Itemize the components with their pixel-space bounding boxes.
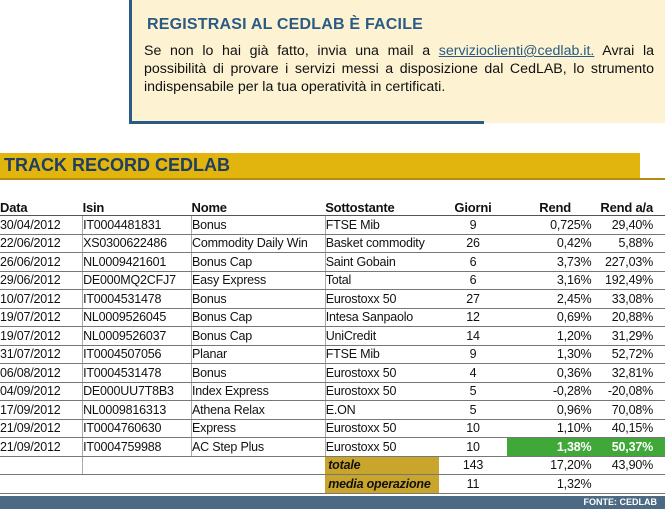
table-row xyxy=(0,253,665,272)
cell-nome: Index Express xyxy=(192,382,326,401)
average-rend: 1,32% xyxy=(507,475,594,494)
table-row xyxy=(0,216,665,235)
cell-rend-aa: 5,88% xyxy=(594,234,665,253)
cell-data: 26/06/2012 xyxy=(0,253,83,272)
average-label: media operazione xyxy=(325,475,439,494)
col-header-nome: Nome xyxy=(192,195,326,216)
table-row xyxy=(0,290,665,309)
footer-bar xyxy=(0,496,665,509)
cell-rend: 1,20% xyxy=(507,327,594,346)
cell-giorni: 5 xyxy=(439,401,507,420)
table-row xyxy=(0,364,665,383)
cell-rend: 0,36% xyxy=(507,364,594,383)
cell-data: 22/06/2012 xyxy=(0,234,83,253)
cell-isin: IT0004759988 xyxy=(83,438,192,457)
cell-sottostante: FTSE Mib xyxy=(325,345,439,364)
cell-isin: NL0009526037 xyxy=(83,327,192,346)
cell-giorni: 26 xyxy=(439,234,507,253)
totals-rend: 17,20% xyxy=(507,456,594,475)
promo-text-after: Avrai la possibilità di provare i servizi messi a disposizione dal CedLAB, lo strumento indispensabile per la tua operatività in certificati. xyxy=(144,43,654,95)
cell-sottostante: Basket commodity xyxy=(325,234,439,253)
cell-nome: Bonus xyxy=(192,364,326,383)
cell-sottostante: E.ON xyxy=(325,401,439,420)
totals-label: totale xyxy=(325,456,439,475)
promo-text xyxy=(144,42,654,96)
col-header-rend: Rend xyxy=(507,195,594,216)
promo-bottom-rule xyxy=(129,121,484,124)
cell-isin: NL0009421601 xyxy=(83,253,192,272)
cell-sottostante: FTSE Mib xyxy=(325,216,439,235)
cell-rend: -0,28% xyxy=(507,382,594,401)
col-header-giorni: Giorni xyxy=(439,195,507,216)
cell-nome: Express xyxy=(192,419,326,438)
track-record-table xyxy=(0,195,665,494)
cell-isin: NL0009526045 xyxy=(83,308,192,327)
cell-giorni: 6 xyxy=(439,253,507,272)
cell-nome: Bonus xyxy=(192,216,326,235)
cell-nome: Athena Relax xyxy=(192,401,326,420)
cell-rend: 3,16% xyxy=(507,271,594,290)
cell-rend-aa: 50,37% xyxy=(594,438,665,457)
cell-giorni: 14 xyxy=(439,327,507,346)
cell-rend: 3,73% xyxy=(507,253,594,272)
cell-nome: Bonus Cap xyxy=(192,253,326,272)
table-row xyxy=(0,438,665,457)
cell-isin: IT0004531478 xyxy=(83,364,192,383)
cell-rend: 0,69% xyxy=(507,308,594,327)
table-row xyxy=(0,234,665,253)
cell-rend: 1,10% xyxy=(507,419,594,438)
cell-sottostante: Eurostoxx 50 xyxy=(325,290,439,309)
cell-sottostante: Intesa Sanpaolo xyxy=(325,308,439,327)
cell-data: 04/09/2012 xyxy=(0,382,83,401)
cell-rend: 0,96% xyxy=(507,401,594,420)
cell-nome: Commodity Daily Win xyxy=(192,234,326,253)
section-divider xyxy=(0,178,665,180)
cell-rend: 1,38% xyxy=(507,438,594,457)
cell-rend-aa: 227,03% xyxy=(594,253,665,272)
average-giorni: 11 xyxy=(439,475,507,494)
table-row xyxy=(0,327,665,346)
cell-nome: Planar xyxy=(192,345,326,364)
totals-giorni: 143 xyxy=(439,456,507,475)
table-row xyxy=(0,308,665,327)
cell-rend-aa: 192,49% xyxy=(594,271,665,290)
table-row xyxy=(0,401,665,420)
table-row xyxy=(0,345,665,364)
cell-data: 29/06/2012 xyxy=(0,271,83,290)
cell-rend-aa: 40,15% xyxy=(594,419,665,438)
cell-isin: DE000UU7T8B3 xyxy=(83,382,192,401)
average-row xyxy=(0,475,665,494)
cell-rend: 2,45% xyxy=(507,290,594,309)
source-label: FONTE: CEDLAB xyxy=(581,497,661,507)
totals-rend-aa: 43,90% xyxy=(594,456,665,475)
cell-sottostante: Total xyxy=(325,271,439,290)
cell-isin: IT0004531478 xyxy=(83,290,192,309)
cell-sottostante: Saint Gobain xyxy=(325,253,439,272)
cell-rend-aa: 29,40% xyxy=(594,216,665,235)
cell-rend-aa: 20,88% xyxy=(594,308,665,327)
cell-rend-aa: 52,72% xyxy=(594,345,665,364)
table-row xyxy=(0,382,665,401)
cell-sottostante: Eurostoxx 50 xyxy=(325,382,439,401)
cell-giorni: 9 xyxy=(439,216,507,235)
col-header-sottostante: Sottostante xyxy=(325,195,439,216)
cell-isin: DE000MQ2CFJ7 xyxy=(83,271,192,290)
cell-sottostante: Eurostoxx 50 xyxy=(325,364,439,383)
cell-rend: 1,30% xyxy=(507,345,594,364)
email-link[interactable]: servizioclienti@cedlab.it. xyxy=(438,43,595,59)
table-row xyxy=(0,419,665,438)
table-row xyxy=(0,271,665,290)
cell-rend-aa: 70,08% xyxy=(594,401,665,420)
cell-data: 10/07/2012 xyxy=(0,290,83,309)
cell-nome: Bonus Cap xyxy=(192,327,326,346)
cell-data: 06/08/2012 xyxy=(0,364,83,383)
totals-row xyxy=(0,456,665,475)
cell-giorni: 6 xyxy=(439,271,507,290)
cell-isin: IT0004481831 xyxy=(83,216,192,235)
cell-giorni: 27 xyxy=(439,290,507,309)
cell-isin: IT0004507056 xyxy=(83,345,192,364)
promo-box xyxy=(129,0,665,123)
cell-data: 30/04/2012 xyxy=(0,216,83,235)
promo-title: REGISTRASI AL CEDLAB È FACILE xyxy=(147,16,424,33)
table-header-row xyxy=(0,195,665,216)
cell-sottostante: UniCredit xyxy=(325,327,439,346)
cell-rend-aa: 33,08% xyxy=(594,290,665,309)
cell-giorni: 10 xyxy=(439,438,507,457)
cell-nome: Bonus Cap xyxy=(192,308,326,327)
cell-rend: 0,725% xyxy=(507,216,594,235)
cell-giorni: 9 xyxy=(439,345,507,364)
cell-rend-aa: -20,08% xyxy=(594,382,665,401)
cell-rend-aa: 31,29% xyxy=(594,327,665,346)
cell-data: 17/09/2012 xyxy=(0,401,83,420)
cell-nome: Easy Express xyxy=(192,271,326,290)
section-title: TRACK RECORD CEDLAB xyxy=(4,155,230,175)
cell-giorni: 12 xyxy=(439,308,507,327)
cell-giorni: 10 xyxy=(439,419,507,438)
cell-giorni: 4 xyxy=(439,364,507,383)
cell-data: 19/07/2012 xyxy=(0,308,83,327)
section-title-bar xyxy=(0,153,640,178)
col-header-isin: Isin xyxy=(83,195,192,216)
cell-sottostante: Eurostoxx 50 xyxy=(325,419,439,438)
cell-nome: Bonus xyxy=(192,290,326,309)
cell-giorni: 5 xyxy=(439,382,507,401)
cell-data: 21/09/2012 xyxy=(0,438,83,457)
cell-sottostante: Eurostoxx 50 xyxy=(325,438,439,457)
cell-isin: XS0300622486 xyxy=(83,234,192,253)
cell-nome: AC Step Plus xyxy=(192,438,326,457)
cell-data: 31/07/2012 xyxy=(0,345,83,364)
col-header-data: Data xyxy=(0,195,83,216)
cell-isin: NL0009816313 xyxy=(83,401,192,420)
promo-text-before: Se non lo hai già fatto, invia una mail a xyxy=(144,43,439,59)
cell-rend: 0,42% xyxy=(507,234,594,253)
cell-data: 21/09/2012 xyxy=(0,419,83,438)
col-header-rend-aa: Rend a/a xyxy=(594,195,665,216)
cell-rend-aa: 32,81% xyxy=(594,364,665,383)
cell-data: 19/07/2012 xyxy=(0,327,83,346)
cell-isin: IT0004760630 xyxy=(83,419,192,438)
